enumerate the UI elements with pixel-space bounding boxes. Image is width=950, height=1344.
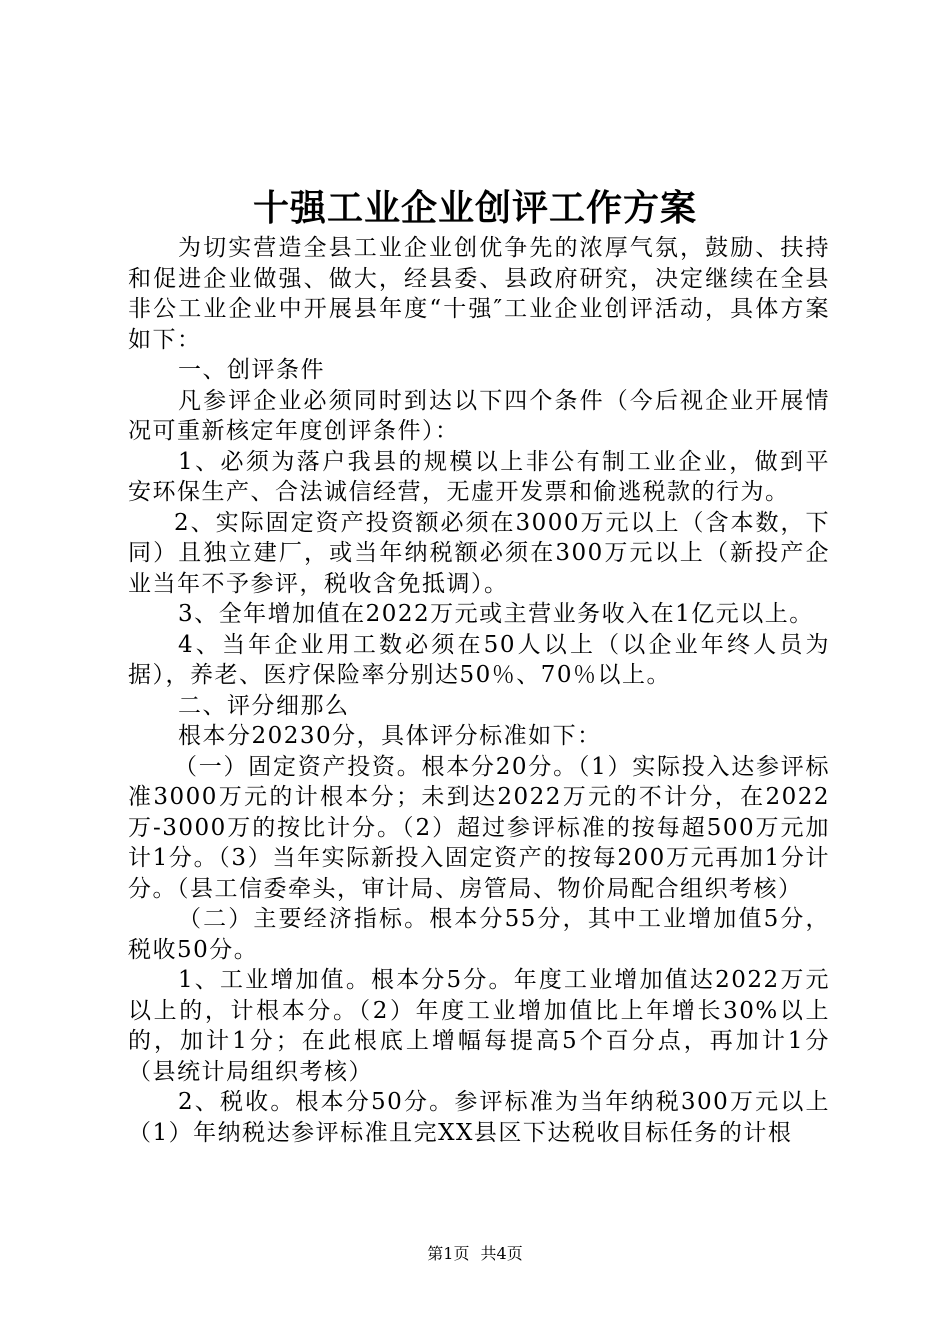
document-title: 十强工业企业创评工作方案	[252, 188, 697, 229]
criteria-item-4: 4、当年企业用工数必须在50人以上（以企业年终人员为据），养老、医疗保险率分别达50％、70％以上。	[128, 631, 830, 688]
scoring-tax: 2、税收。根本分50分。参评标准为当年纳税300万元以上（1）年纳税达参评标准且完XX县区下达税收目标任务的计根	[128, 1089, 830, 1146]
section-heading-scoring: 二、评分细那么	[178, 692, 350, 719]
intro-paragraph: 为切实营造全县工业企业创优争先的浓厚气氛，鼓励、扶持和促进企业做强、做大，经县委、县政府研究，决定继续在全县非公工业企业中开展县年度“十强″工业企业创评活动，具体方案如下：	[128, 235, 830, 353]
document-body	[128, 233, 830, 1148]
scoring-economic-indicators: （二）主要经济指标。根本分55分，其中工业增加值5分，税收50分。	[128, 906, 830, 963]
page-total: 共4页	[480, 1244, 523, 1263]
criteria-item-3: 3、全年增加值在2022万元或主营业务收入在1亿元以上。	[178, 601, 814, 627]
criteria-intro-paragraph: 凡参评企业必须同时到达以下四个条件（今后视企业开展情况可重新核定年度创评条件）：	[128, 387, 830, 444]
page-number: 第1页	[427, 1244, 470, 1263]
page-footer	[0, 1243, 950, 1265]
scoring-intro-paragraph: 根本分20230分，具体评分标准如下：	[178, 723, 602, 749]
criteria-item-1: 1、必须为落户我县的规模以上非公有制工业企业，做到平安环保生产、合法诚信经营，无虚开发票和偷逃税款的行为。	[128, 448, 830, 505]
scoring-fixed-assets: （一）固定资产投资。根本分20分。（1）实际投入达参评标准3000万元的计根本分；未到达2022万元的不计分，在2022万-3000万的按比计分。（2）超过参评标准的按每超500万元加计1分。（3）当年实际新投入固定资产的按每200万元再加1分计分。（县工信委牵头，审计局、房管局、物价局配合组织考核）	[128, 753, 830, 902]
scoring-industrial-value-added: 1、工业增加值。根本分5分。年度工业增加值达2022万元以上的，计根本分。（2）年度工业增加值比上年增长30%以上的，加计1分；在此根底上增幅每提高5个百分点，再加计1分（县统计局组织考核）	[128, 967, 830, 1085]
section-heading-criteria: 一、创评条件	[178, 357, 325, 383]
criteria-item-2: 2、实际固定资产投资额必须在3000万元以上（含本数，下同）且独立建厂，或当年纳税额必须在300万元以上（新投产企业当年不予参评，税收含免抵调）。	[128, 509, 830, 597]
